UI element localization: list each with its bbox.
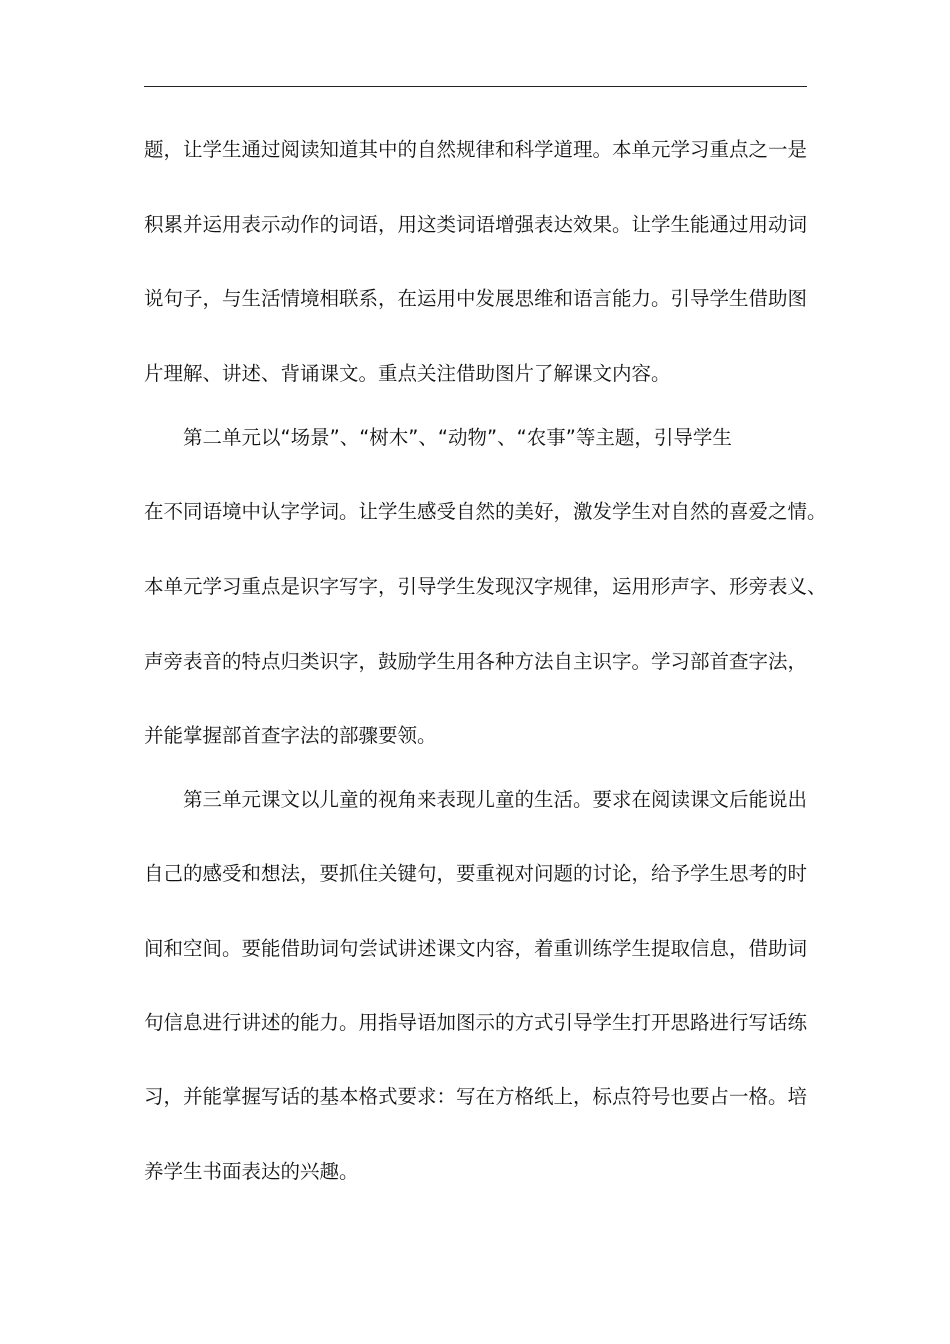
header-rule [144,86,807,87]
text-line: 并能掌握部首查字法的部骤要领。 [144,724,437,747]
text-line: 本单元学习重点是识字写字，引导学生发现汉字规律，运用形声字、形旁表义、 [144,575,827,598]
text-line: 间和空间。要能借助词句尝试讲述课文内容，着重训练学生提取信息，借助词 [144,937,808,960]
text-line: 养学生书面表达的兴趣。 [144,1160,359,1183]
text-line: 声旁表音的特点归类识字，鼓励学生用各种方法自主识字。学习部首查字法， [144,650,808,673]
text-line: 片理解、讲述、背诵课文。重点关注借助图片了解课文内容。 [144,362,671,385]
text-line: 题，让学生通过阅读知道其中的自然规律和科学道理。本单元学习重点之一是 [144,138,808,161]
text-line: 习，并能掌握写话的基本格式要求：写在方格纸上，标点符号也要占一格。培 [144,1085,808,1108]
text-line: 在不同语境中认字学词。让学生感受自然的美好，激发学生对自然的喜爱之情。 [144,500,827,523]
text-line: 说句子，与生活情境相联系，在运用中发展思维和语言能力。引导学生借助图 [144,287,808,310]
text-line: 第二单元以“场景”、“树木”、“动物”、“农事”等主题，引导学生 [144,426,732,449]
text-line: 自己的感受和想法，要抓住关键句，要重视对问题的讨论，给予学生思考的时 [144,862,808,885]
text-line: 句信息进行讲述的能力。用指导语加图示的方式引导学生打开思路进行写话练 [144,1011,808,1034]
text-line: 积累并运用表示动作的词语，用这类词语增强表达效果。让学生能通过用动词 [144,213,808,236]
text-line: 第三单元课文以儿童的视角来表现儿童的生活。要求在阅读课文后能说出 [144,788,808,811]
